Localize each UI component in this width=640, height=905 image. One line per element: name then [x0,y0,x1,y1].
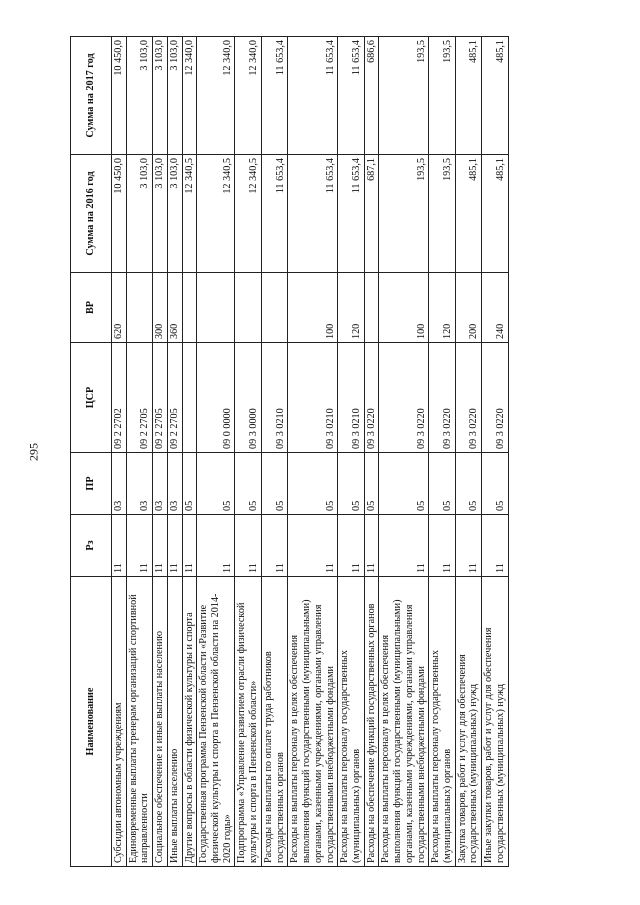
cell-csr: 09 3 0220 [482,343,508,453]
cell-sum-2017: 193,5 [429,37,455,155]
cell-pr: 05 [379,453,429,515]
cell-rz: 11 [455,515,481,577]
cell-sum-2016: 3 103,0 [167,155,182,273]
cell-sum-2016: 11 653,4 [288,155,338,273]
cell-csr: 09 3 0220 [429,343,455,453]
cell-vr [261,273,287,343]
cell-csr: 09 3 0210 [288,343,338,453]
table-row [288,37,338,867]
cell-pr: 03 [167,453,182,515]
cell-pr: 05 [235,453,261,515]
table-row [379,37,429,867]
header-sum-2017: Сумма на 2017 год [71,37,112,155]
cell-rz: 11 [338,515,364,577]
cell-rz: 11 [167,515,182,577]
cell-sum-2016: 193,5 [429,155,455,273]
cell-name: Единовременные выплаты тренерам организаций спортивной направленности [126,577,152,867]
cell-vr: 300 [153,273,168,343]
cell-rz: 11 [482,515,508,577]
cell-pr: 05 [482,453,508,515]
cell-rz: 11 [261,515,287,577]
cell-vr: 100 [288,273,338,343]
cell-csr: 09 2 2705 [167,343,182,453]
cell-sum-2017: 686,6 [364,37,379,155]
cell-sum-2016: 11 653,4 [261,155,287,273]
budget-table-rotated [70,37,510,867]
cell-pr: 03 [153,453,168,515]
cell-name: Расходы на выплаты персоналу государственных (муниципальных) органов [429,577,455,867]
table-row [261,37,287,867]
cell-sum-2017: 485,1 [482,37,508,155]
cell-vr: 100 [379,273,429,343]
cell-vr [364,273,379,343]
cell-vr [235,273,261,343]
table-row [112,37,127,867]
table-row [482,37,508,867]
cell-name: Расходы на обеспечение функций государственных органов [364,577,379,867]
header-name: Наименование [71,577,112,867]
cell-pr: 05 [182,453,197,515]
cell-vr: 120 [429,273,455,343]
header-vr: ВР [71,273,112,343]
cell-rz: 11 [379,515,429,577]
cell-pr: 05 [261,453,287,515]
cell-rz: 11 [153,515,168,577]
cell-pr: 05 [338,453,364,515]
cell-pr: 05 [455,453,481,515]
table-row [153,37,168,867]
cell-vr: 360 [167,273,182,343]
cell-vr: 620 [112,273,127,343]
cell-csr [182,343,197,453]
cell-csr: 09 3 0220 [364,343,379,453]
cell-name: Расходы на выплаты персоналу в целях обеспечения выполнения функций государственными (муниципальными) органами, казенными учреждениями, органами управления государственными внебюджетными фондами [379,577,429,867]
cell-sum-2016: 12 340,5 [182,155,197,273]
cell-rz: 11 [182,515,197,577]
cell-sum-2016: 3 103,0 [153,155,168,273]
table-row [235,37,261,867]
cell-sum-2017: 11 653,4 [261,37,287,155]
cell-sum-2017: 3 103,0 [153,37,168,155]
cell-name: Расходы на выплаты персоналу в целях обеспечения выполнения функций государственными (муниципальными) органами, казенными учреждениями, органами управления государственными внебюджетными фондами [288,577,338,867]
cell-name: Другие вопросы в области физической культуры и спорта [182,577,197,867]
cell-sum-2016: 12 340,5 [197,155,235,273]
cell-name: Расходы на выплаты персоналу государственных (муниципальных) органов [338,577,364,867]
table-row [167,37,182,867]
cell-pr: 05 [364,453,379,515]
cell-vr: 240 [482,273,508,343]
cell-rz: 11 [197,515,235,577]
cell-name: Субсидии автономным учреждениям [112,577,127,867]
cell-sum-2017: 12 340,0 [182,37,197,155]
cell-csr: 09 2 2705 [126,343,152,453]
cell-sum-2016: 10 450,0 [112,155,127,273]
cell-pr: 03 [126,453,152,515]
table-row [455,37,481,867]
cell-sum-2017: 3 103,0 [126,37,152,155]
table-header-row [71,37,112,867]
table-row [126,37,152,867]
cell-name: Расходы на выплаты по оплате труда работников государственных органов [261,577,287,867]
cell-sum-2017: 193,5 [379,37,429,155]
table-body [112,37,509,867]
header-sum-2016: Сумма на 2016 год [71,155,112,273]
cell-sum-2016: 687,1 [364,155,379,273]
table-row [364,37,379,867]
cell-sum-2017: 485,1 [455,37,481,155]
cell-pr: 05 [197,453,235,515]
cell-csr: 09 3 0210 [338,343,364,453]
table-row [182,37,197,867]
cell-rz: 11 [288,515,338,577]
cell-name: Подпрограмма «Управление развитием отрасли физической культуры и спорта в Пензенской области» [235,577,261,867]
budget-table [70,36,509,867]
cell-sum-2017: 12 340,0 [197,37,235,155]
cell-csr: 09 3 0220 [379,343,429,453]
cell-rz: 11 [126,515,152,577]
cell-name: Социальное обеспечение и иные выплаты населению [153,577,168,867]
cell-name: Государственная программа Пензенской области «Развитие физической культуры и спорта в Пензенской области на 2014-2020 годы» [197,577,235,867]
cell-sum-2017: 11 653,4 [338,37,364,155]
cell-sum-2017: 12 340,0 [235,37,261,155]
cell-sum-2016: 193,5 [379,155,429,273]
header-rz: Рз [71,515,112,577]
cell-rz: 11 [364,515,379,577]
table-row [429,37,455,867]
header-csr: ЦСР [71,343,112,453]
cell-vr: 200 [455,273,481,343]
cell-name: Закупка товаров, работ и услуг для обеспечения государственных (муниципальных) нужд [455,577,481,867]
cell-vr [182,273,197,343]
cell-pr: 05 [288,453,338,515]
cell-pr: 03 [112,453,127,515]
cell-rz: 11 [112,515,127,577]
cell-sum-2017: 10 450,0 [112,37,127,155]
cell-vr [126,273,152,343]
cell-name: Иные выплаты населению [167,577,182,867]
cell-pr: 05 [429,453,455,515]
cell-sum-2016: 12 340,5 [235,155,261,273]
cell-csr: 09 3 0000 [235,343,261,453]
cell-csr: 09 2 2702 [112,343,127,453]
cell-csr: 09 2 2705 [153,343,168,453]
cell-csr: 09 3 0210 [261,343,287,453]
cell-rz: 11 [235,515,261,577]
cell-sum-2017: 11 653,4 [288,37,338,155]
cell-rz: 11 [429,515,455,577]
table-row [338,37,364,867]
cell-name: Иные закупки товаров, работ и услуг для обеспечения государственных (муниципальных) нужд [482,577,508,867]
cell-csr: 09 0 0000 [197,343,235,453]
cell-csr: 09 3 0220 [455,343,481,453]
header-pr: ПР [71,453,112,515]
cell-sum-2016: 485,1 [482,155,508,273]
cell-sum-2016: 3 103,0 [126,155,152,273]
cell-vr [197,273,235,343]
cell-sum-2016: 485,1 [455,155,481,273]
cell-sum-2017: 3 103,0 [167,37,182,155]
page-number: 295 [26,443,41,461]
table-row [197,37,235,867]
cell-vr: 120 [338,273,364,343]
cell-sum-2016: 11 653,4 [338,155,364,273]
